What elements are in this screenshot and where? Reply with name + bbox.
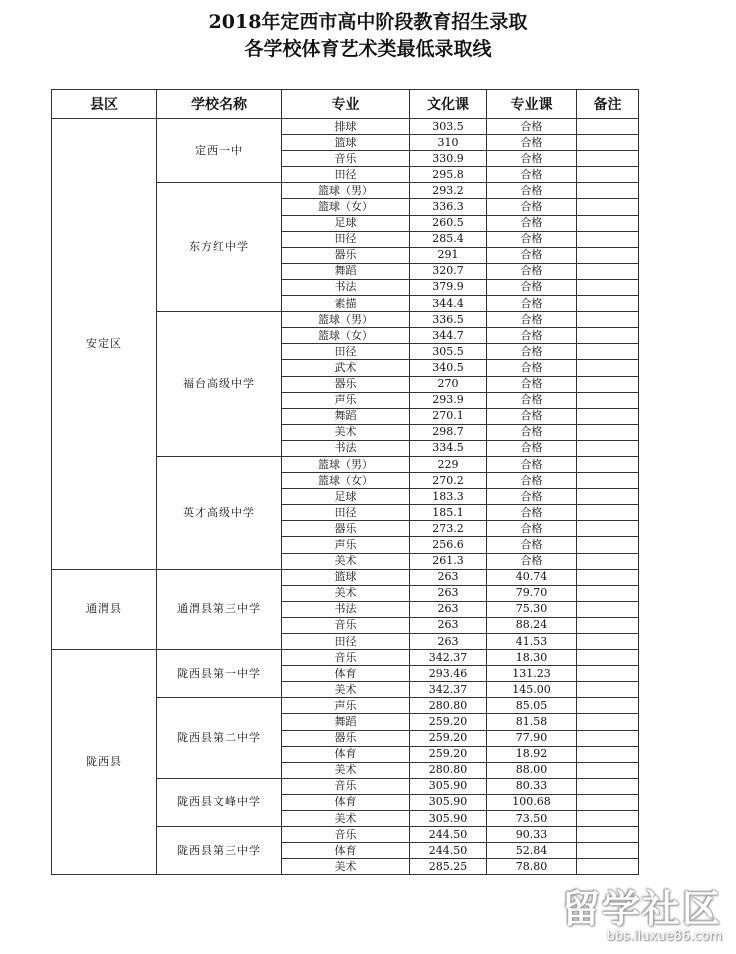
culture-score-cell: 344.4 — [410, 296, 487, 312]
major-score-cell: 合格 — [487, 537, 577, 553]
culture-score-cell: 260.5 — [410, 215, 487, 231]
culture-score-cell: 261.3 — [410, 553, 487, 569]
culture-score-cell: 244.50 — [410, 843, 487, 859]
major-score-cell: 85.05 — [487, 698, 577, 714]
major-score-cell: 40.74 — [487, 569, 577, 585]
remarks-cell — [577, 634, 639, 650]
major-cell: 美术 — [282, 424, 410, 440]
major-cell: 篮球 — [282, 135, 410, 151]
major-cell: 美术 — [282, 859, 410, 875]
major-score-cell: 合格 — [487, 135, 577, 151]
major-score-cell: 合格 — [487, 215, 577, 231]
major-cell: 器乐 — [282, 247, 410, 263]
major-cell: 美术 — [282, 585, 410, 601]
major-cell: 器乐 — [282, 521, 410, 537]
major-score-cell: 合格 — [487, 456, 577, 472]
major-score-cell: 81.58 — [487, 714, 577, 730]
culture-score-cell: 293.46 — [410, 666, 487, 682]
major-cell: 美术 — [282, 811, 410, 827]
major-cell: 舞蹈 — [282, 408, 410, 424]
remarks-cell — [577, 440, 639, 456]
major-score-cell: 合格 — [487, 521, 577, 537]
major-cell: 书法 — [282, 279, 410, 295]
major-cell: 舞蹈 — [282, 714, 410, 730]
school-name-cell: 陇西县第一中学 — [157, 650, 282, 698]
district-cell: 通渭县 — [52, 569, 157, 649]
major-cell: 美术 — [282, 682, 410, 698]
major-cell: 足球 — [282, 215, 410, 231]
remarks-cell — [577, 859, 639, 875]
major-cell: 器乐 — [282, 730, 410, 746]
header-major: 专业 — [282, 90, 410, 119]
culture-score-cell: 310 — [410, 135, 487, 151]
major-score-cell: 145.00 — [487, 682, 577, 698]
remarks-cell — [577, 505, 639, 521]
remarks-cell — [577, 521, 639, 537]
culture-score-cell: 334.5 — [410, 440, 487, 456]
major-cell: 体育 — [282, 843, 410, 859]
culture-score-cell: 305.90 — [410, 778, 487, 794]
header-district: 县区 — [52, 90, 157, 119]
culture-score-cell: 263 — [410, 617, 487, 633]
admission-score-table — [51, 89, 639, 875]
culture-score-cell: 305.90 — [410, 811, 487, 827]
major-score-cell: 合格 — [487, 167, 577, 183]
major-cell: 篮球 — [282, 569, 410, 585]
school-name-cell: 陇西县第三中学 — [157, 827, 282, 875]
major-score-cell: 合格 — [487, 440, 577, 456]
table-row — [52, 569, 639, 585]
culture-score-cell: 270.1 — [410, 408, 487, 424]
major-score-cell: 88.00 — [487, 762, 577, 778]
remarks-cell — [577, 344, 639, 360]
remarks-cell — [577, 827, 639, 843]
culture-score-cell: 263 — [410, 569, 487, 585]
major-cell: 音乐 — [282, 650, 410, 666]
culture-score-cell: 305.5 — [410, 344, 487, 360]
culture-score-cell: 336.3 — [410, 199, 487, 215]
major-score-cell: 100.68 — [487, 794, 577, 810]
major-cell: 美术 — [282, 762, 410, 778]
remarks-cell — [577, 585, 639, 601]
major-cell: 声乐 — [282, 698, 410, 714]
remarks-cell — [577, 794, 639, 810]
remarks-cell — [577, 843, 639, 859]
remarks-cell — [577, 263, 639, 279]
watermark-url: bbs.liuxue86.com — [606, 929, 722, 944]
school-name-cell: 福台高级中学 — [157, 312, 282, 457]
culture-score-cell: 379.9 — [410, 279, 487, 295]
culture-score-cell: 259.20 — [410, 730, 487, 746]
major-cell: 体育 — [282, 746, 410, 762]
major-score-cell: 73.50 — [487, 811, 577, 827]
major-cell: 书法 — [282, 440, 410, 456]
school-name-cell: 英才高级中学 — [157, 456, 282, 569]
major-score-cell: 合格 — [487, 489, 577, 505]
major-cell: 器乐 — [282, 376, 410, 392]
header-culture-score: 文化课 — [410, 90, 487, 119]
table-body — [52, 119, 639, 875]
culture-score-cell: 263 — [410, 601, 487, 617]
major-score-cell: 合格 — [487, 360, 577, 376]
school-name-cell: 东方红中学 — [157, 183, 282, 312]
major-score-cell: 41.53 — [487, 634, 577, 650]
major-score-cell: 18.30 — [487, 650, 577, 666]
remarks-cell — [577, 730, 639, 746]
header-school-name: 学校名称 — [157, 90, 282, 119]
major-score-cell: 合格 — [487, 279, 577, 295]
major-cell: 音乐 — [282, 617, 410, 633]
remarks-cell — [577, 682, 639, 698]
header-remarks: 备注 — [577, 90, 639, 119]
major-score-cell: 合格 — [487, 424, 577, 440]
culture-score-cell: 273.2 — [410, 521, 487, 537]
major-cell: 篮球（女） — [282, 473, 410, 489]
major-cell: 田径 — [282, 167, 410, 183]
remarks-cell — [577, 151, 639, 167]
major-score-cell: 合格 — [487, 296, 577, 312]
school-name-cell: 定西一中 — [157, 119, 282, 183]
remarks-cell — [577, 617, 639, 633]
table-header-row — [52, 90, 639, 119]
major-score-cell: 合格 — [487, 151, 577, 167]
major-score-cell: 79.70 — [487, 585, 577, 601]
culture-score-cell: 270.2 — [410, 473, 487, 489]
culture-score-cell: 293.2 — [410, 183, 487, 199]
major-score-cell: 52.84 — [487, 843, 577, 859]
major-score-cell: 78.80 — [487, 859, 577, 875]
remarks-cell — [577, 392, 639, 408]
remarks-cell — [577, 247, 639, 263]
remarks-cell — [577, 473, 639, 489]
major-cell: 田径 — [282, 634, 410, 650]
site-watermark — [562, 878, 722, 944]
remarks-cell — [577, 811, 639, 827]
major-cell: 书法 — [282, 601, 410, 617]
remarks-cell — [577, 553, 639, 569]
remarks-cell — [577, 183, 639, 199]
watermark-logo-text: 留学社区 — [561, 887, 722, 931]
major-score-cell: 合格 — [487, 473, 577, 489]
major-cell: 篮球（男） — [282, 183, 410, 199]
district-cell: 陇西县 — [52, 650, 157, 875]
major-score-cell: 合格 — [487, 344, 577, 360]
header-major-score: 专业课 — [487, 90, 577, 119]
remarks-cell — [577, 279, 639, 295]
major-score-cell: 合格 — [487, 408, 577, 424]
major-score-cell: 合格 — [487, 199, 577, 215]
major-cell: 田径 — [282, 231, 410, 247]
major-cell: 音乐 — [282, 151, 410, 167]
major-score-cell: 合格 — [487, 231, 577, 247]
remarks-cell — [577, 119, 639, 135]
remarks-cell — [577, 376, 639, 392]
major-cell: 素描 — [282, 296, 410, 312]
remarks-cell — [577, 456, 639, 472]
culture-score-cell: 330.9 — [410, 151, 487, 167]
major-score-cell: 合格 — [487, 312, 577, 328]
major-cell: 篮球（男） — [282, 456, 410, 472]
major-cell: 足球 — [282, 489, 410, 505]
culture-score-cell: 280.80 — [410, 762, 487, 778]
document-title-line-1: 2018年定西市高中阶段教育招生录取 — [208, 11, 528, 33]
remarks-cell — [577, 746, 639, 762]
major-score-cell: 合格 — [487, 505, 577, 521]
major-cell: 田径 — [282, 344, 410, 360]
culture-score-cell: 270 — [410, 376, 487, 392]
major-cell: 篮球（女） — [282, 199, 410, 215]
major-score-cell: 合格 — [487, 376, 577, 392]
major-cell: 美术 — [282, 553, 410, 569]
major-cell: 田径 — [282, 505, 410, 521]
remarks-cell — [577, 408, 639, 424]
remarks-cell — [577, 312, 639, 328]
major-cell: 音乐 — [282, 778, 410, 794]
remarks-cell — [577, 762, 639, 778]
culture-score-cell: 263 — [410, 634, 487, 650]
table-row — [52, 650, 639, 666]
culture-score-cell: 280.80 — [410, 698, 487, 714]
major-score-cell: 合格 — [487, 263, 577, 279]
major-score-cell: 88.24 — [487, 617, 577, 633]
table-row — [52, 119, 639, 135]
major-score-cell: 90.33 — [487, 827, 577, 843]
remarks-cell — [577, 424, 639, 440]
remarks-cell — [577, 569, 639, 585]
major-cell: 声乐 — [282, 392, 410, 408]
major-score-cell: 合格 — [487, 553, 577, 569]
major-cell: 武术 — [282, 360, 410, 376]
culture-score-cell: 285.25 — [410, 859, 487, 875]
culture-score-cell: 256.6 — [410, 537, 487, 553]
major-cell: 舞蹈 — [282, 263, 410, 279]
district-cell: 安定区 — [52, 119, 157, 570]
remarks-cell — [577, 199, 639, 215]
culture-score-cell: 320.7 — [410, 263, 487, 279]
major-score-cell: 75.30 — [487, 601, 577, 617]
major-cell: 音乐 — [282, 827, 410, 843]
culture-score-cell: 344.7 — [410, 328, 487, 344]
culture-score-cell: 293.9 — [410, 392, 487, 408]
major-cell: 声乐 — [282, 537, 410, 553]
major-score-cell: 131.23 — [487, 666, 577, 682]
major-score-cell: 合格 — [487, 183, 577, 199]
culture-score-cell: 259.20 — [410, 714, 487, 730]
remarks-cell — [577, 167, 639, 183]
remarks-cell — [577, 135, 639, 151]
school-name-cell: 通渭县第三中学 — [157, 569, 282, 649]
culture-score-cell: 185.1 — [410, 505, 487, 521]
major-cell: 篮球（女） — [282, 328, 410, 344]
school-name-cell: 陇西县文峰中学 — [157, 778, 282, 826]
culture-score-cell: 244.50 — [410, 827, 487, 843]
culture-score-cell: 183.3 — [410, 489, 487, 505]
culture-score-cell: 229 — [410, 456, 487, 472]
major-cell: 篮球（男） — [282, 312, 410, 328]
remarks-cell — [577, 215, 639, 231]
culture-score-cell: 342.37 — [410, 682, 487, 698]
culture-score-cell: 340.5 — [410, 360, 487, 376]
culture-score-cell: 336.5 — [410, 312, 487, 328]
remarks-cell — [577, 360, 639, 376]
remarks-cell — [577, 650, 639, 666]
major-score-cell: 合格 — [487, 119, 577, 135]
major-score-cell: 77.90 — [487, 730, 577, 746]
major-score-cell: 合格 — [487, 392, 577, 408]
major-cell: 体育 — [282, 794, 410, 810]
remarks-cell — [577, 666, 639, 682]
culture-score-cell: 259.20 — [410, 746, 487, 762]
culture-score-cell: 285.4 — [410, 231, 487, 247]
major-cell: 体育 — [282, 666, 410, 682]
remarks-cell — [577, 489, 639, 505]
culture-score-cell: 263 — [410, 585, 487, 601]
major-score-cell: 18.92 — [487, 746, 577, 762]
remarks-cell — [577, 296, 639, 312]
remarks-cell — [577, 601, 639, 617]
school-name-cell: 陇西县第二中学 — [157, 698, 282, 778]
remarks-cell — [577, 778, 639, 794]
remarks-cell — [577, 714, 639, 730]
remarks-cell — [577, 698, 639, 714]
major-score-cell: 合格 — [487, 247, 577, 263]
culture-score-cell: 291 — [410, 247, 487, 263]
remarks-cell — [577, 537, 639, 553]
remarks-cell — [577, 328, 639, 344]
remarks-cell — [577, 231, 639, 247]
culture-score-cell: 305.90 — [410, 794, 487, 810]
culture-score-cell: 342.37 — [410, 650, 487, 666]
major-score-cell: 80.33 — [487, 778, 577, 794]
major-score-cell: 合格 — [487, 328, 577, 344]
document-title-line-2: 各学校体育艺术类最低录取线 — [244, 38, 492, 60]
culture-score-cell: 298.7 — [410, 424, 487, 440]
culture-score-cell: 303.5 — [410, 119, 487, 135]
major-cell: 排球 — [282, 119, 410, 135]
culture-score-cell: 295.8 — [410, 167, 487, 183]
